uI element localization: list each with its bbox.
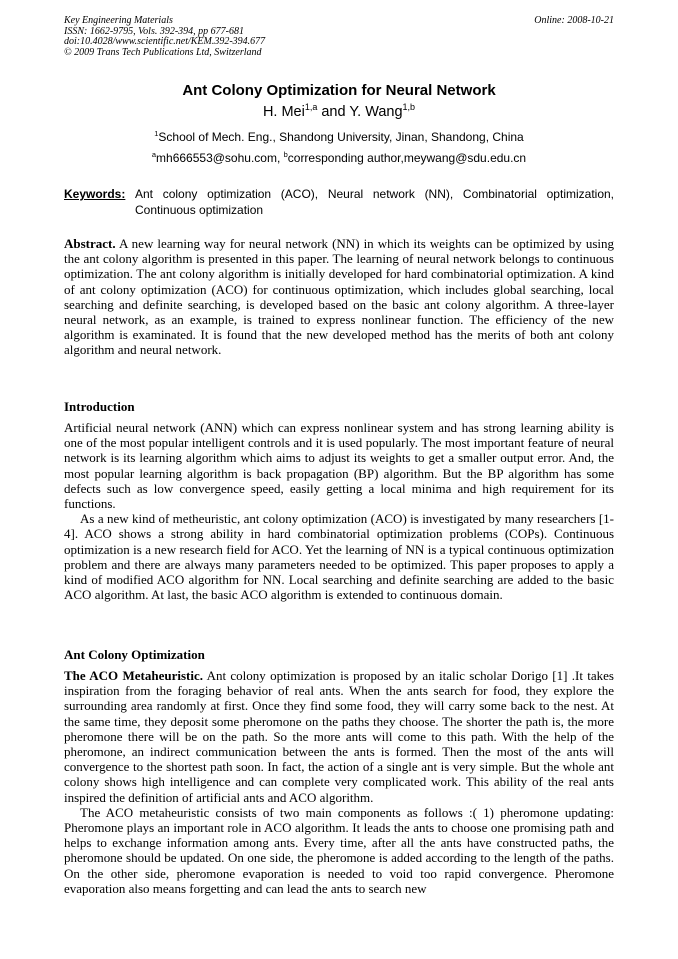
author-conjunction: and	[317, 104, 350, 120]
aco-heading: Ant Colony Optimization	[64, 647, 205, 662]
email-a: mh666553@sohu.com,	[156, 151, 284, 165]
author-1: H. Mei	[262, 104, 305, 120]
email-a-superscript: a	[151, 150, 157, 159]
keywords-label: Keywords:	[64, 187, 126, 201]
journal-name: Key Engineering Materials	[64, 15, 173, 26]
email-b: corresponding author,meywang@sdu.edu.cn	[287, 151, 527, 165]
author-2-superscript: 1,b	[402, 102, 416, 113]
aco-paragraph-2: The ACO metaheuristic consists of two main components as follows :( 1) pheromone updating: Pheromone plays an important role in ACO algorithm. It leads the ants to choose one promising path and helps to exchange information among ants. Every time, after all the ants have constructed paths, the pheromone should be updated. On one side, the pheromone is added according to the length of the paths. On the other side, pheromone evaporation is needed to void too rapid convergence. Pheromone evaporation also means forgetting and can lead the ants to search new	[64, 804, 614, 896]
email-b-superscript: b	[283, 150, 288, 159]
affiliation-superscript: 1	[154, 129, 159, 138]
paper-title: Ant Colony Optimization for Neural Network	[182, 82, 496, 99]
email-line	[0, 151, 678, 165]
keywords-block	[64, 187, 614, 218]
aco-paragraph-1	[64, 668, 614, 805]
affiliation-text: School of Mech. Eng., Shandong University, Jinan, Shandong, China	[158, 130, 524, 144]
author-1-superscript: 1,a	[304, 102, 318, 113]
journal-header	[64, 16, 614, 58]
issn-line: ISSN: 1662-9795, Vols. 392-394, pp 677-681	[64, 25, 244, 37]
author-line	[0, 104, 678, 120]
introduction-paragraph-1: Artificial neural network (ANN) which can express nonlinear system and has strong learning ability is one of the most popular intelligent controls and it is used popularly. The most important feature of neural network is its learning algorithm which aims to adjust its weights to get a smaller output error. And, the most popular learning algorithm is back propagation (BP) algorithm. But the BP algorithm has some defects such as low convergence speed, easily getting a local minima and high requirement for its functions.	[64, 420, 614, 512]
aco-paragraph-1-text: Ant colony optimization is proposed by an italic scholar Dorigo [1] .It takes inspiration from the foraging behavior of real ants. When the ants search for food, they explore the surrounding area randomly at first. Once they find some food, they will carry some back to the nest. At the same time, they deposit some pheromone on the paths they choose. The shorter the path is, the more pheromone there will be on the path. So the more ants will come to this path. With the help of the pheromone, an indirect communication between the ants is formed. Then the most of the ants will convergence to the shortest path soon. In fact, the action of a single ant is very simple. But the whole ant colony shows high intelligence and can complete very complicated work. This ability of the real ants inspired the definition of artificial ants and ACO algorithm.	[64, 668, 614, 805]
introduction-heading: Introduction	[64, 399, 135, 414]
aco-body	[64, 668, 614, 896]
keywords-text: Ant colony optimization (ACO), Neural network (NN), Combinatorial optimization, Continuous optimization	[135, 187, 614, 217]
aco-metaheuristic-label: The ACO Metaheuristic.	[64, 668, 203, 683]
introduction-paragraph-2: As a new kind of metheuristic, ant colony optimization (ACO) is investigated by many researchers [1-4]. ACO shows a strong ability in hard combinatorial optimization problems (COPs). Continuous optimization is a new research field for ACO. Yet the learning of NN is a typical continuous optimization problem and there are always many parameters needed to be optimized. This paper proposes to apply a kind of modified ACO algorithm for NN. Local searching and definite searching are added to the basic ACO algorithm. At last, the basic ACO algorithm is extended to continuous domain.	[64, 511, 614, 603]
copyright-line: © 2009 Trans Tech Publications Ltd, Switzerland	[64, 46, 262, 58]
affiliation-line	[0, 130, 678, 144]
author-2: Y. Wang	[349, 104, 403, 120]
abstract-text: A new learning way for neural network (NN) in which its weights can be optimized by using the ant colony algorithm is presented in this paper. The learning of neural network belongs to continuous optimization. The ant colony algorithm is initially developed for hard combinatorial optimization. A kind of ant colony optimization (ACO) for continuous optimization, which includes global searching, local searching and definite searching, is developed based on the basic ant colony algorithm. A three-layer neural network, as an example, is trained to express nonlinear function. The efficiency of the new algorithm is examinated. It is found that the new developed method has the merits of both ant colony algorithm and neural network.	[64, 236, 614, 358]
introduction-body	[64, 420, 614, 602]
online-date: Online: 2008-10-21	[534, 15, 614, 26]
abstract-block	[64, 236, 614, 358]
abstract-paragraph	[64, 236, 614, 358]
doi-line: doi:10.4028/www.scientific.net/KEM.392-394.677	[64, 36, 266, 48]
abstract-label: Abstract.	[64, 236, 116, 251]
